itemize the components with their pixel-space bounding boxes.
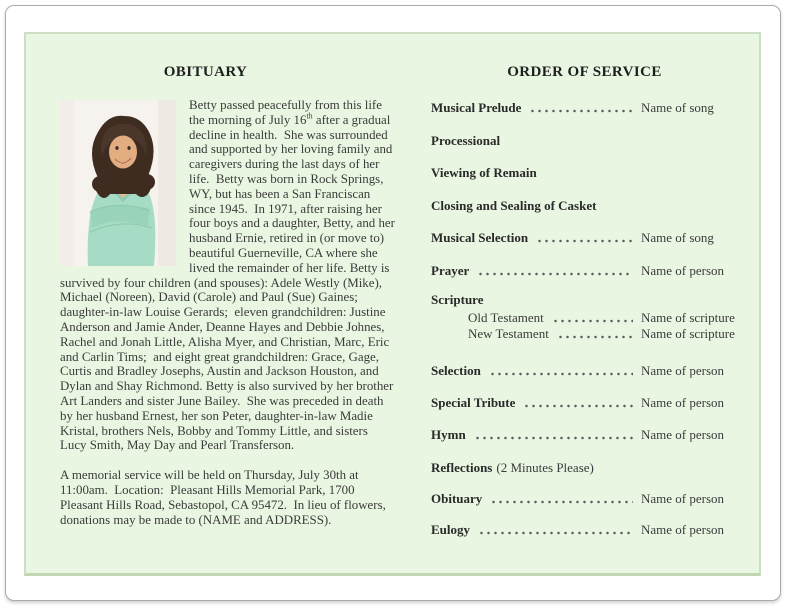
order-item-selection xyxy=(431,363,738,379)
order-item-eulogy xyxy=(431,522,738,538)
green-panel xyxy=(24,32,761,576)
order-item-label: Selection xyxy=(431,363,481,378)
order-item-value: Name of scripture xyxy=(641,310,735,325)
order-item-label: Reflections xyxy=(431,460,493,475)
obituary-text-1: Betty passed peacefully from this life the morning of July 16 xyxy=(189,98,386,127)
order-item-label: Eulogy xyxy=(431,522,471,537)
order-item-new-testament xyxy=(431,326,738,342)
dot-leader xyxy=(490,500,633,504)
order-item-hymn xyxy=(431,427,738,443)
order-item-label: Prayer xyxy=(431,263,470,278)
order-item-value: Name of song xyxy=(641,100,714,115)
order-item-value: Name of person xyxy=(641,522,725,537)
order-item-label: New Testament xyxy=(468,326,549,341)
order-item-special-tribute xyxy=(431,395,738,411)
order-item-musical-selection xyxy=(431,230,738,246)
order-item-label: Viewing of Remain xyxy=(431,165,537,180)
order-item-label: Old Testament xyxy=(468,310,544,325)
order-item-closing-and-sealing xyxy=(431,198,738,214)
order-item-label: Musical Selection xyxy=(431,230,529,245)
order-item-label: Processional xyxy=(431,133,501,148)
dot-leader xyxy=(536,239,633,243)
order-item-value: Name of person xyxy=(641,395,725,410)
order-item-value: Name of person xyxy=(641,363,725,378)
portrait-photo xyxy=(60,100,176,266)
order-item-viewing-of-remain xyxy=(431,165,738,181)
order-item-prayer xyxy=(431,263,738,279)
order-item-label: Closing and Sealing of Casket xyxy=(431,198,597,213)
order-item-reflections xyxy=(431,460,738,476)
order-item-label: Scripture xyxy=(431,292,484,307)
dot-leader xyxy=(529,109,633,113)
order-of-service-section xyxy=(431,34,738,573)
order-item-musical-prelude xyxy=(431,100,738,116)
obituary-section xyxy=(60,98,397,527)
order-item-note: (2 Minutes Please) xyxy=(496,460,594,475)
order-item-value: Name of song xyxy=(641,230,714,245)
order-item-label: Musical Prelude xyxy=(431,100,522,115)
ordinal-superscript: th xyxy=(306,111,313,121)
order-item-old-testament xyxy=(431,310,738,326)
order-item-value: Name of person xyxy=(641,491,725,506)
order-item-obituary xyxy=(431,491,738,507)
order-item-value: Name of person xyxy=(641,427,725,442)
dot-leader xyxy=(478,531,633,535)
order-of-service-title: ORDER OF SERVICE xyxy=(507,64,662,80)
order-item-scripture xyxy=(431,292,738,308)
dot-leader xyxy=(523,404,633,408)
dot-leader xyxy=(557,335,633,339)
order-item-label: Special Tribute xyxy=(431,395,516,410)
order-item-value: Name of person xyxy=(641,263,725,278)
order-item-label: Hymn xyxy=(431,427,466,442)
dot-leader xyxy=(489,372,633,376)
memorial-service-paragraph: A memorial service will be held on Thursday, July 30th at 11:00am. Location: Pleasant Hills Memorial Park, 1700 Pleasant Hills Road, Sebastopol, CA 95472. In lieu of flowers, donations may be made to (NAME and ADDRESS). xyxy=(60,468,390,527)
program-card xyxy=(5,5,781,601)
order-item-label: Obituary xyxy=(431,491,483,506)
order-item-processional xyxy=(431,133,738,149)
obituary-text-2: after a gradual decline in health. She was surrounded and supported by her loving family and caregivers during the last days of her life. Betty was born in Rock Springs, WY, but has been a San Franciscan since 1945. In 1971, after raising her four boys and a daughter, Betty, and her husband Ernie, retired in (or move to) beautiful Guerneville, CA where she lived the remainder of her life. Betty is survived by four children (and spouses): Adele Westly (Mike), Michael (Noreen), David (Carole) and Paul (Sue) Gaines; daughter-in-law Louise Gerards; eleven grandchildren: Justine Anderson and Jamie Ander, Deanne Hayes and Debbie Johnes, Rachel and Jonah Little, Alisha Myer, and Christian, Marc, Eric and Carlin Tims; and eight great grandchildren: Grace, Gage, Curtis and Bradley Josephs, Austin and Jackson Houston, and Dylan and Shay Richmond. Betty is also survived by her brother Art Landers and sister June Bailey. She was preceded in death by her husband Ernest, her son Peter, daughter-in-law Madie Kristal, brothers Nels, Bobby and Tommy Little, and sisters Lucy Smith, May Day and Pearl Transferson. xyxy=(60,112,399,453)
dot-leader xyxy=(477,272,633,276)
dot-leader xyxy=(552,319,633,323)
dot-leader xyxy=(474,436,633,440)
order-item-value: Name of scripture xyxy=(641,326,735,341)
obituary-title: OBITUARY xyxy=(163,64,248,80)
